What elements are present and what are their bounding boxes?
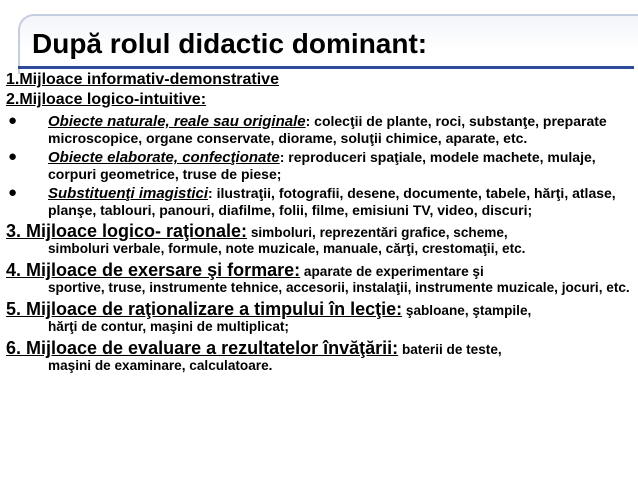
bullet-text: : colecţii de plante, roci, substanţe, xyxy=(305,113,539,129)
item-logico-intuitive: 2.Mijloace logico-intuitive: xyxy=(6,91,207,108)
section-rest: simboluri verbale, formule, note muzicale, manuale, cărţi, crestomaţii, etc. xyxy=(48,241,526,256)
bullet-rest: mulaje, corpuri geometrice, truse de piese; xyxy=(48,149,596,182)
section-time-rationalization xyxy=(6,299,632,335)
bullet-rest: preparate microscopice, organe conservate, diorame, soluţii chimice, aparate, etc. xyxy=(48,113,607,146)
bullet-dot: ● xyxy=(8,184,18,201)
section-text: simboluri, reprezentări grafice, scheme, xyxy=(247,225,508,240)
bullet-rest: hărţi, atlase, planşe, tablouri, panouri, diafilme, folii, filme, emisiuni TV, video, discuri; xyxy=(48,185,616,218)
bullet-lead: Obiecte naturale, reale sau originale xyxy=(48,113,306,130)
section-heading: 4. Mijloace de exersare şi formare: xyxy=(6,260,301,280)
section-text: şabloane, ştampile, xyxy=(402,303,532,318)
section-rest: sportive, truse, instrumente tehnice, accesorii, instalaţii, instrumente muzicale, jocuri, etc. xyxy=(48,280,630,295)
section-rest: maşini de examinare, calculatoare. xyxy=(48,358,273,373)
bullet-lead: Substituenţi imagistici xyxy=(48,185,209,202)
section-evaluation xyxy=(6,338,632,374)
section-heading: 5. Mijloace de raţionalizare a timpului în lecţie: xyxy=(6,299,403,319)
item-informative: 1.Mijloace informativ-demonstrative xyxy=(6,71,279,88)
title-underline xyxy=(18,66,634,69)
bullet-elaborated-objects xyxy=(6,149,632,182)
section-heading: 3. Mijloace logico- raţionale: xyxy=(6,221,248,241)
section-heading: 6. Mijloace de evaluare a rezultatelor învăţării: xyxy=(6,338,399,358)
bullet-text: : ilustraţii, fotografii, desene, documente, tabele, xyxy=(208,185,531,201)
section-logico-rational xyxy=(6,221,632,257)
bullet-natural-objects xyxy=(6,113,632,146)
bullet-image-substitutes xyxy=(6,185,632,218)
bullet-dot: ● xyxy=(8,148,18,165)
bullet-lead: Obiecte elaborate, confecţionate xyxy=(48,149,280,166)
section-text: aparate de experimentare şi xyxy=(300,264,484,279)
bullet-text: : reproduceri spaţiale, modele machete, xyxy=(279,149,544,165)
section-text: baterii de teste, xyxy=(398,342,502,357)
section-exercise xyxy=(6,260,632,296)
section-rest: hărţi de contur, maşini de multiplicat; xyxy=(48,319,289,334)
slide-content xyxy=(6,70,632,374)
slide-title: După rolul didactic dominant: xyxy=(32,28,428,59)
bullet-dot: ● xyxy=(8,112,18,129)
